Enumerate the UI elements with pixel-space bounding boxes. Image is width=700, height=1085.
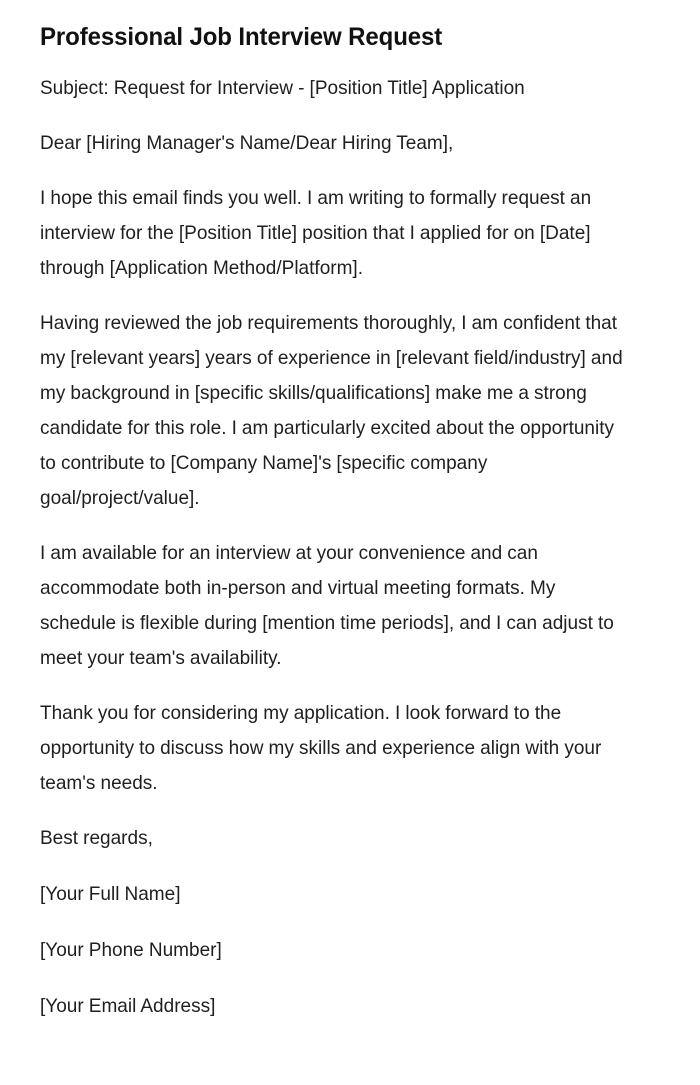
signature-phone: [Your Phone Number]: [40, 938, 222, 961]
sign-off: Best regards,: [40, 826, 153, 849]
subject-line: Subject: Request for Interview - [Position Title] Application: [40, 76, 525, 99]
closing-paragraph: Thank you for considering my application. I look forward to the opportunity to discuss how my skills and experience align with your team's needs.: [40, 701, 602, 794]
availability-paragraph: I am available for an interview at your convenience and can accommodate both in-person and virtual meeting formats. My schedule is flexible during [mention time periods], and I can adjust to meet your team's availability.: [40, 541, 614, 669]
signature-name: [Your Full Name]: [40, 882, 181, 905]
signature-email: [Your Email Address]: [40, 994, 216, 1017]
salutation: Dear [Hiring Manager's Name/Dear Hiring Team],: [40, 131, 454, 154]
qualifications-paragraph: Having reviewed the job requirements thoroughly, I am confident that my [relevant years] years of experience in [relevant field/industry] and my background in [specific skills/qualifications] make me a strong candidate for this role. I am particularly excited about the opportunity to contribute to [Company Name]'s [specific company goal/project/value].: [40, 311, 623, 509]
opening-paragraph: I hope this email finds you well. I am writing to formally request an interview for the [Position Title] position that I applied for on [Date] through [Application Method/Platform].: [40, 186, 592, 279]
letter-body: [40, 71, 640, 1024]
page-title: Professional Job Interview Request: [40, 23, 443, 51]
